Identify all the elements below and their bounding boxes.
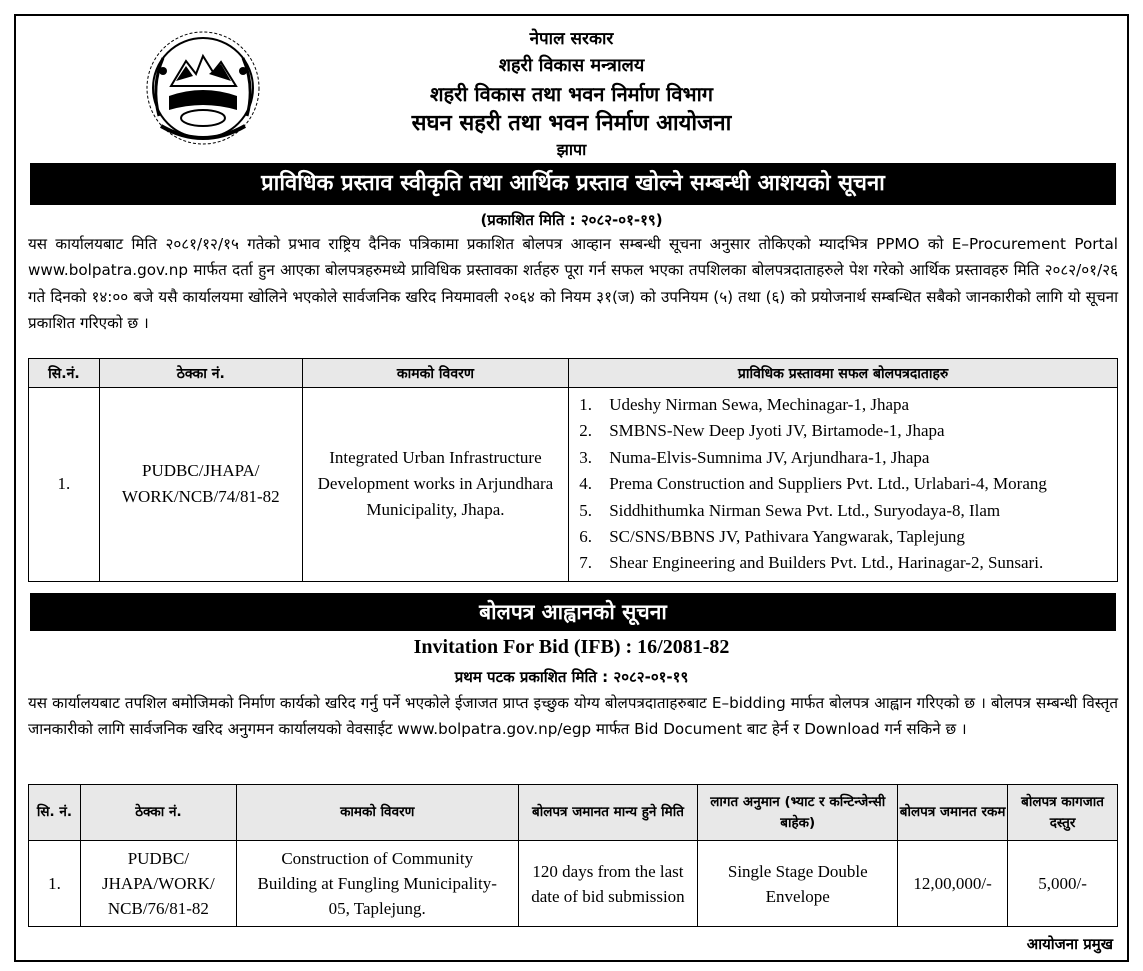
row-contract-no: PUDBC/JHAPA/ WORK/NCB/74/81-82 [99,388,302,582]
row-description: Construction of Community Building at Fungling Municipality-05, Taplejung. [236,841,518,927]
project-chief-signature: आयोजना प्रमुख [1026,935,1113,953]
bidder-list [579,392,1111,577]
list-item: 6. SC/SNS/BBNS JV, Pathivara Yangwarak, Taplejung [579,527,965,547]
header-description: कामको विवरण [236,785,518,841]
notice-page [14,14,1129,962]
ministry-name: शहरी विकास मन्त्रालय [498,55,645,76]
office-location: झापा [556,140,587,159]
table-row [29,388,1118,582]
bid-invitation-table [28,784,1118,927]
header-cost-estimate: लागत अनुमान (भ्याट र कन्टिन्जेन्सी बाहेक) [698,785,898,841]
header-sn: सि. नं. [29,785,81,841]
row-contract-no: PUDBC/ JHAPA/WORK/ NCB/76/81-82 [80,841,236,927]
project-name: सघन सहरी तथा भवन निर्माण आयोजना [411,111,732,136]
row-cost-estimate: Single Stage Double Envelope [698,841,898,927]
header-bid-validity: बोलपत्र जमानत मान्य हुने मिति [518,785,698,841]
row-sn: 1. [29,388,100,582]
notice1-title: प्राविधिक प्रस्ताव स्वीकृति तथा आर्थिक प्रस्ताव खोल्ने सम्बन्धी आशयको सूचना [30,163,1116,205]
header-contract-no: ठेक्का नं. [99,359,302,388]
table-header-row [29,359,1118,388]
notice1-published-date: (प्रकाशित मिति : २०८२-०१-१९) [480,211,663,229]
header-contract-no: ठेक्का नं. [80,785,236,841]
header-bid-security: बोलपत्र जमानत रकम [898,785,1008,841]
technical-proposal-table [28,358,1118,582]
table-row [29,841,1118,927]
row-sn: 1. [29,841,81,927]
row-bid-validity: 120 days from the last date of bid submission [518,841,698,927]
header-description: कामको विवरण [302,359,568,388]
list-item: 4. Prema Construction and Suppliers Pvt. Ltd., Urlabari-4, Morang [579,474,1047,494]
department-name: शहरी विकास तथा भवन निर्माण विभाग [429,82,714,106]
row-bid-security: 12,00,000/- [898,841,1008,927]
list-item: 2. SMBNS-New Deep Jyoti JV, Birtamode-1, Jhapa [579,421,945,441]
list-item: 1. Udeshy Nirman Sewa, Mechinagar-1, Jhapa [579,395,910,414]
notice2-published-date: प्रथम पटक प्रकाशित मिति : २०८२-०१-१९ [454,668,689,686]
header-successful-bidders: प्राविधिक प्रस्तावमा सफल बोलपत्रदाताहरु [569,359,1118,388]
bidder-list-cell [569,388,1118,582]
header-sn: सि.नं. [29,359,100,388]
table-header-row [29,785,1118,841]
row-document-fee: 5,000/- [1008,841,1118,927]
header-document-fee: बोलपत्र कागजात दस्तुर [1008,785,1118,841]
notice2-body: यस कार्यालयबाट तपशिल बमोजिमको निर्माण कार्यको खरिद गर्नु पर्ने भएकोले ईजाजत प्राप्त इच्छुक योग्य बोलपत्रदाताहरुबाट E–bidding मार्फत बोलपत्र आह्वान गरिएको छ । बोलपत्र सम्बन्धी विस्तृत जानकारीको लागि सार्वजनिक खरिद अनुगमन कार्यालयको वेवसाईट www.bolpatra.gov.np/egp मार्फत Bid Document बाट हेर्न र Download गर्न सकिने छ । [28,694,1118,739]
notice1-body: यस कार्यालयबाट मिति २०८१/१२/१५ गतेको प्रभाव राष्ट्रिय दैनिक पत्रिकामा प्रकाशित बोलपत्र आव्हान सम्बन्धी सूचना अनुसार तोकिएको म्यादभित्र PPMO को E–Procurement Portal www.bolpatra.gov.np मार्फत दर्ता हुन आएका बोलपत्रहरुमध्ये प्राविधिक प्रस्तावका शर्तहरु पूरा गर्न सफल भएका तपशिलका बोलपत्रदाताहरुले पेश गरेको आर्थिक प्रस्तावहरु मिति २०८२/०१/२६ गते दिनको १४:०० बजे यसै कार्यालयमा खोलिने भएकोले सार्वजनिक खरिद नियमावली २०६४ को नियम ३१(ज) को उपनियम (५) तथा (६) को प्रयोजनार्थ सम्बन्धित सबैको जानकारीको लागि यो सूचना प्रकाशित गरिएको छ । [28,235,1118,332]
list-item: 7. Shear Engineering and Builders Pvt. Ltd., Harinagar-2, Sunsari. [579,553,1044,573]
list-item: 3. Numa-Elvis-Sumnima JV, Arjundhara-1, Jhapa [579,447,930,467]
list-item: 5. Siddhithumka Nirman Sewa Pvt. Ltd., Suryodaya-8, Ilam [579,500,1001,520]
row-description: Integrated Urban Infrastructure Development works in Arjundhara Municipality, Jhapa. [302,388,568,582]
government-name: नेपाल सरकार [529,29,614,49]
ifb-number: Invitation For Bid (IFB) : 16/2081-82 [413,636,730,658]
notice2-title: बोलपत्र आह्वानको सूचना [30,593,1116,631]
